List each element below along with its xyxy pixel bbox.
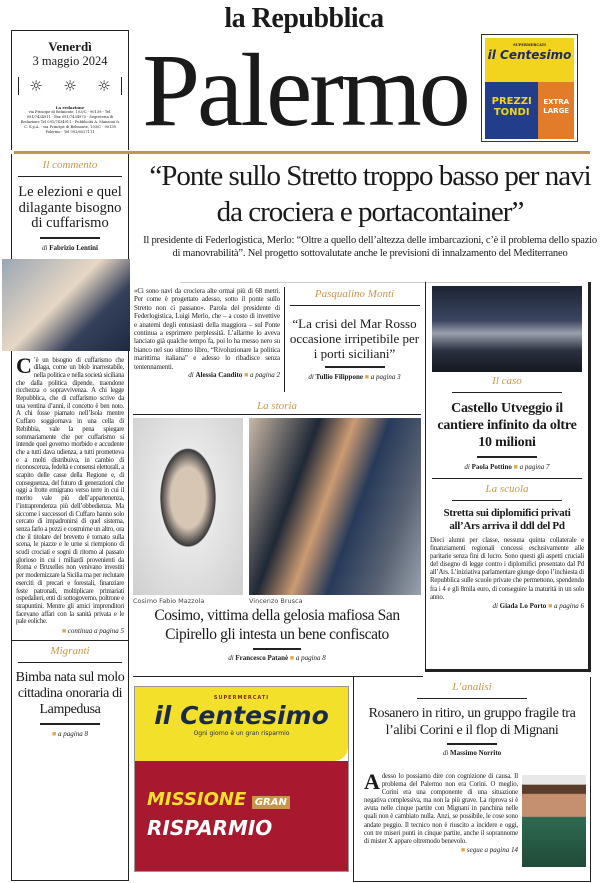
info-title: La redazione xyxy=(55,105,85,110)
date: 3 maggio 2024 xyxy=(32,54,108,68)
cosimo-photo xyxy=(133,418,243,595)
analisi-ref[interactable]: ■ segue a pagina 14 xyxy=(460,845,518,854)
weather xyxy=(18,77,122,95)
commento-title[interactable]: Le elezioni e quel dilagante bisogno di cuffarismo xyxy=(18,184,122,231)
right-column xyxy=(425,282,591,672)
commento-byline: di Fabrizio Lentini xyxy=(41,243,98,252)
storia-byline[interactable]: di Francesco Patanè ■ a pagina 8 xyxy=(228,654,326,662)
ad-promo1: MISSIONE xyxy=(147,789,247,810)
analisi-box xyxy=(353,677,591,882)
lead-subtitle: Il presidente di Federlogistica, Merlo: “Oltre a quello dell’altezza delle imbarcazioni, c’è il problema dello spazio di manovrabilità”. Nel progetto sottovalutate anche le previsioni di innalzamento del Mediterraneo xyxy=(143,235,597,259)
ad-brand: il Centesimo xyxy=(487,48,572,62)
storia-kicker: La storia xyxy=(256,400,298,412)
caso-kicker: Il caso xyxy=(492,375,522,387)
castle-photo xyxy=(432,286,582,372)
scuola-byline[interactable]: di Giada Lo Porto ■ a pagina 6 xyxy=(492,601,584,610)
analisi-title[interactable]: Rosanero in ritiro, un gruppo fragile tra l’alibi Corini e il flop di Mignani xyxy=(368,706,576,738)
migranti-ref[interactable]: ■ a pagina 8 xyxy=(52,730,88,739)
scuola-body: Dieci alunni per classe, nessuna quinta collaterale e finanziamenti regionali concessi esclusivamente alle paritarie senza fini di lucro. Sono questi gli aspetti cruciali del disegno di legge contro i diplomifici presentato dal Pd all’Ars. L’iniziativa parlamentare giunge dopo l’inchiesta di Repubblica sulle scuole private che permettono, spendendo fra i 4 e gli 8mila euro, di conseguire la maturità in un solo anno. xyxy=(430,537,584,601)
edition-title: Palermo xyxy=(142,33,468,148)
monti-kicker: Pasqualino Monti xyxy=(314,288,395,300)
commento-kicker: Il commento xyxy=(42,159,98,171)
analisi-body: Adesso lo possiamo dire con cognizione di causa. Il problema del Palermo non era Corini. O meglio, Corini era una componente di una situazione negativa complessiva, ma non la più grave. La riprova si è avuta nelle cinque partite con Mignani in panchina nelle quali non è cambiato nulla. Anzi, se possibile, le cose sono andate peggio. Il tecnico non è riuscito a incidere e oggi, con tre miseri punti in cinque partite, anche il soprannome di mister X appare oltremodo benevolo. xyxy=(364,769,518,845)
ad-tag: SUPERMERCATI xyxy=(513,43,546,47)
sun-icon: ☼ xyxy=(29,77,43,95)
coach-photo xyxy=(522,775,586,867)
scuola-title[interactable]: Stretta sui diplomifici privati all’Ars arriva il ddl del Pd xyxy=(443,507,571,532)
commento-continue[interactable]: ■ continua a pagina 5 xyxy=(61,627,124,636)
date-day: Venerdì xyxy=(48,39,92,54)
analisi-byline: di Massimo Norrito xyxy=(442,749,502,757)
left-column xyxy=(11,154,129,881)
caption-1: Cosimo Fabio Mazzola xyxy=(133,597,205,605)
info-text: via Principe di Belmonte, 103/C - 90139 - Tel. 091/7434911 - Fax 091/7434970 - Segreteria di Redazione Tel 091/7434911 - Pubblicità A. Manzoni & C. S.p.A. - via Principe di Belmonte, 103/C - 90139 Palermo - Tel 091/6027111 xyxy=(20,110,120,134)
migranti-title[interactable]: Bimba nata sul molo cittadina onoraria di Lampedusa xyxy=(15,670,125,718)
analisi-article xyxy=(364,769,518,855)
sun-icon: ☼ xyxy=(63,77,77,95)
migranti-kicker: Migranti xyxy=(50,645,90,658)
caso-byline[interactable]: di Paola Pottino ■ a pagina 7 xyxy=(464,463,550,471)
storia-text xyxy=(133,607,421,663)
ad-promo1: PREZZI TONDI xyxy=(485,82,538,139)
ad-tag: SUPERMERCATI xyxy=(213,695,270,701)
analisi-kicker: L’analisi xyxy=(452,681,492,693)
monti-title[interactable]: “La crisi del Mar Rosso occasione irripetibile per i porti siciliani” xyxy=(289,316,420,361)
author-photo xyxy=(2,259,130,351)
monti-box xyxy=(284,287,424,392)
lead-title[interactable]: “Ponte sullo Stretto troppo basso per navi da crociera e portacontainer” xyxy=(149,160,591,228)
lead-article xyxy=(134,287,280,380)
commento-body: C ’è un bisogno di cuffarismo che dilaga, come un blob inarrestabile, nella politica e nella società siciliana che dalla politica dipende, traendone ricchezza o sopravvivenza. A chi legge Repubblica, che di cuffarismo scrive da una ventina d’anni, il concetto è ben noto. A chi fosse piamato nell’Isola mentre Cuffaro soggiornava in una cella di Rebibbia, vale la pena spiegare sommariamente che per cuffarismo si intende quel governo morbido e accudente che a tutti dava udienza, a tutti prometteva e a molti distribuiva, in cambio di riconoscenza, fedeltà e consensi elettorali, a scapito delle casse della Regione e, di conseguenza, del futuro di generazioni che oggi a frotte emigrano verso terre in cui il merito vale più dell’appartenenza, l’intraprendenza più dell’obbedienza. Ma siccome i successori di Cuffaro hanno solo cercato di impadronirsi di quel sistema, senza farlo a pezzi e costruirne un altro, ora che il titolare del brevetto è tornato sulla scena, le piazze e le urne si riempiono di scudi crociati e sogni di ritorno al passato glorioso in cui i miliardi provenienti da Roma e Bruxelles non venivano investiti per modernizzare la Sicilia ma per reclutare eserciti di precari e forestali, finanziare feste patronali, moltiplicare primariati ospedalieri, enti di sottogoverno, poltrone e strapuntini. Mentre gli amici imprenditori facevano affari con la sanità privata e le pale eoliche. xyxy=(16,352,124,626)
ad-slogan: Ogni giorno è un gran risparmio xyxy=(193,730,290,737)
sun-icon: ☼ xyxy=(97,77,111,95)
caso-title[interactable]: Castello Utveggio il cantiere infinito da oltre 10 milioni xyxy=(437,401,577,450)
ad-promo2: GRAN xyxy=(252,796,290,809)
lead-header xyxy=(135,158,605,260)
ad-brand: il Centesimo xyxy=(154,701,329,730)
arrest-photo xyxy=(249,418,421,595)
ad-promo2: EXTRA LARGE xyxy=(538,82,574,139)
bottom-ad[interactable] xyxy=(134,686,349,872)
brand-logo: la Repubblica xyxy=(224,3,384,34)
monti-byline[interactable]: di Tullio Filippone ■ a pagina 3 xyxy=(308,373,401,381)
lead-byline[interactable]: di Alessia Candito ■ a pagina 2 xyxy=(188,371,280,380)
date-box xyxy=(11,30,129,150)
top-ad[interactable] xyxy=(481,34,578,142)
lead-body: «Ci sono navi da crociera alte ormai più di 68 metri. Per come è progettato adesso, sotto il ponte sullo Stretto non ci passano». Parola del presidente di Federlogistica, Luigi Merlo, che – a costo di invettive e anatemi degli entusiasti della maggiora – sul Ponte continua a esprimere perplessità. L’allarme lo aveva lanciato già qualche tempo fa, poi lo ha messo nero su bianco nel suo ultimo libro, “Rivoluzionare la politica marittima italiana” e adesso lo ribadisce senza tentennamenti. xyxy=(134,287,280,371)
ad-promo3: RISPARMIO xyxy=(147,816,273,840)
caption-2: Vincenzo Brusca xyxy=(249,597,303,605)
scuola-kicker: La scuola xyxy=(485,483,529,495)
storia-title[interactable]: Cosimo, vittima della gelosia mafiosa San Cipirello gli intesta un bene confiscato xyxy=(154,607,400,643)
